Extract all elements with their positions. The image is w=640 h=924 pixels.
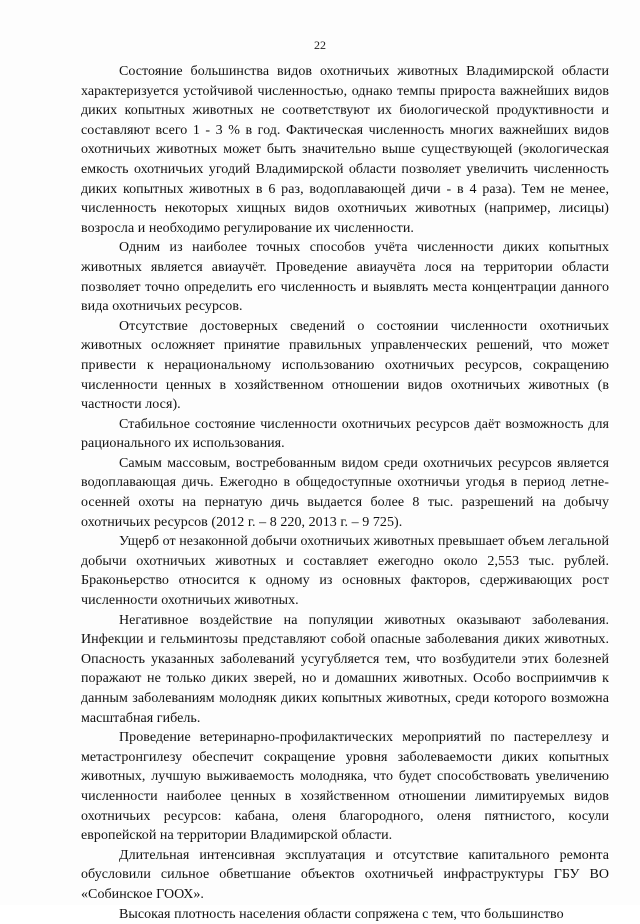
paragraph: Ущерб от незаконной добычи охотничьих животных превышает объем легальной добычи охотничьих животных и составляет ежегодно около 2,553 тыс. рублей. Браконьерство относится к одному из основных факторов, сдерживающих рост численности охотничьих животных.	[81, 534, 609, 609]
paragraph: Проведение ветеринарно-профилактических мероприятий по пастереллезу и метастронгилезу обеспечит сокращение уровня заболеваемости диких копытных животных, лучшую выживаемость молодняка, что будет способствовать увеличению численности наиболее ценных в хозяйственном отношении лимитируемых видов охотничьих ресурсов: кабана, оленя благородного, оленя пятнистого, косули европейской на территории Владимирской области.	[81, 730, 609, 844]
page-number: 22	[314, 38, 326, 52]
paragraph: Длительная интенсивная эксплуатация и отсутствие капитального ремонта обусловили сильное обветшание объектов охотничьей инфраструктуры ГБУ ВО «Собинское ГООХ».	[81, 847, 609, 902]
paragraph: Негативное воздействие на популяции животных оказывают заболевания. Инфекции и гельминтозы представляют собой опасные заболевания диких животных. Опасность указанных заболеваний усугубляется тем, что возбудители этих болезней поражают не только диких зверей, но и домашних животных. Особо восприимчив к данным заболеваниям молодняк диких копытных животных, среди которого возможна масштабная гибель.	[81, 612, 609, 726]
paragraph: Высокая плотность населения области сопряжена с тем, что большинство	[119, 906, 564, 922]
paragraph: Отсутствие достоверных сведений о состоянии численности охотничьих животных осложняет принятие правильных управленческих решений, что может привести к нерациональному использованию охотничьих ресурсов, сокращению численности ценных в хозяйственном отношении видов охотничьих животных (в частности лося).	[81, 318, 609, 413]
paragraph: Стабильное состояние численности охотничьих ресурсов даёт возможность для рационального их использования.	[81, 416, 609, 452]
paragraph: Состояние большинства видов охотничьих животных Владимирской области характеризуется устойчивой численностью, однако темпы прироста важнейших видов диких копытных животных не соответствуют их биологической продуктивности и составляют всего 1 - 3 % в год. Фактическая численность многих важнейших видов охотничьих животных может быть значительно выше существующей (экологическая емкость охотничьих угодий Владимирской области позволяет увеличить численность диких копытных животных в 6 раз, водоплавающей дичи - в 4 раза). Тем не менее, численность некоторых хищных видов охотничьих животных (например, лисицы) возросла и необходимо регулирование их численности.	[81, 64, 609, 236]
paragraph: Самым массовым, востребованным видом среди охотничьих ресурсов является водоплавающая дичь. Ежегодно в общедоступные охотничьи угодья в период летне-осенней охоты на пернатую дичь выдается более 8 тыс. разрешений на добычу охотничьих ресурсов (2012 г. – 8 220, 2013 г. – 9 725).	[81, 455, 609, 530]
paragraph: Одним из наиболее точных способов учёта численности диких копытных животных является авиаучёт. Проведение авиаучёта лося на территории области позволяет точно определить его численность и выявлять места концентрации данного вида охотничьих ресурсов.	[81, 240, 609, 315]
document-body	[81, 62, 609, 924]
